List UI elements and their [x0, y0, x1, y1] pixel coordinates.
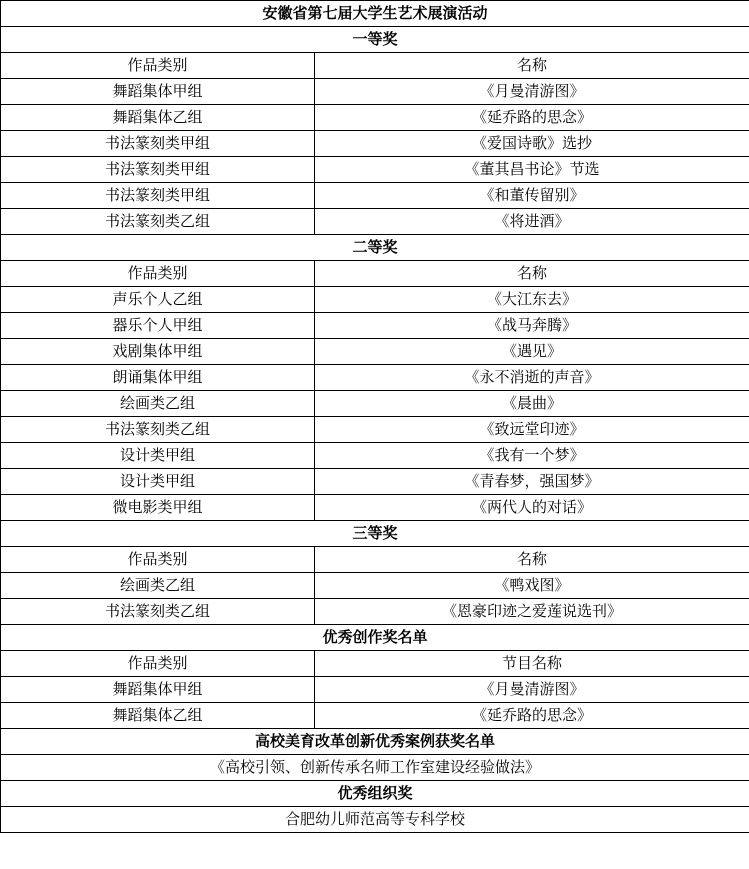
first-prize-heading-row — [1, 27, 749, 53]
column-header-name: 名称 — [315, 53, 749, 79]
table-row — [1, 495, 749, 521]
table-row — [1, 105, 749, 131]
reform-case-value-row — [1, 755, 749, 781]
column-header-name: 名称 — [315, 261, 749, 287]
name-cell: 《董其昌书论》节选 — [315, 157, 749, 183]
category-cell: 舞蹈集体甲组 — [1, 79, 315, 105]
third-prize-header-row — [1, 547, 749, 573]
reform-case-value: 《高校引领、创新传承名师工作室建设经验做法》 — [1, 755, 749, 781]
organization-award-value: 合肥幼儿师范高等专科学校 — [1, 807, 749, 833]
table-row — [1, 469, 749, 495]
category-cell: 舞蹈集体乙组 — [1, 703, 315, 729]
category-cell: 舞蹈集体乙组 — [1, 105, 315, 131]
category-cell: 绘画类乙组 — [1, 573, 315, 599]
name-cell: 《战马奔腾》 — [315, 313, 749, 339]
category-cell: 书法篆刻类乙组 — [1, 599, 315, 625]
creation-award-heading-row — [1, 625, 749, 651]
category-cell: 书法篆刻类乙组 — [1, 417, 315, 443]
category-cell: 朗诵集体甲组 — [1, 365, 315, 391]
category-cell: 书法篆刻类甲组 — [1, 157, 315, 183]
second-prize-header-row — [1, 261, 749, 287]
table-row — [1, 599, 749, 625]
column-header-category: 作品类别 — [1, 651, 315, 677]
table-row — [1, 703, 749, 729]
name-cell: 《和董传留别》 — [315, 183, 749, 209]
table-row — [1, 339, 749, 365]
column-header-category: 作品类别 — [1, 547, 315, 573]
organization-award-heading: 优秀组织奖 — [1, 781, 749, 807]
table-row — [1, 79, 749, 105]
name-cell: 《月曼清游图》 — [315, 79, 749, 105]
third-prize-heading: 三等奖 — [1, 521, 749, 547]
creation-award-heading: 优秀创作奖名单 — [1, 625, 749, 651]
name-cell: 《晨曲》 — [315, 391, 749, 417]
name-cell: 《致远堂印迹》 — [315, 417, 749, 443]
table-row — [1, 157, 749, 183]
name-cell: 《爱国诗歌》选抄 — [315, 131, 749, 157]
category-cell: 器乐个人甲组 — [1, 313, 315, 339]
table-row — [1, 417, 749, 443]
table-row — [1, 183, 749, 209]
category-cell: 戏剧集体甲组 — [1, 339, 315, 365]
name-cell: 《延乔路的思念》 — [315, 105, 749, 131]
category-cell: 声乐个人乙组 — [1, 287, 315, 313]
column-header-program-name: 节目名称 — [315, 651, 749, 677]
table-title: 安徽省第七届大学生艺术展演活动 — [1, 1, 749, 27]
table-row — [1, 365, 749, 391]
awards-table-body — [1, 1, 749, 833]
table-row — [1, 313, 749, 339]
name-cell: 《两代人的对话》 — [315, 495, 749, 521]
second-prize-heading-row — [1, 235, 749, 261]
table-row — [1, 209, 749, 235]
category-cell: 书法篆刻类甲组 — [1, 131, 315, 157]
third-prize-heading-row — [1, 521, 749, 547]
name-cell: 《遇见》 — [315, 339, 749, 365]
category-cell: 舞蹈集体甲组 — [1, 677, 315, 703]
name-cell: 《月曼清游图》 — [315, 677, 749, 703]
table-row — [1, 131, 749, 157]
name-cell: 《永不消逝的声音》 — [315, 365, 749, 391]
column-header-category: 作品类别 — [1, 261, 315, 287]
title-row — [1, 1, 749, 27]
reform-case-heading-row — [1, 729, 749, 755]
category-cell: 书法篆刻类乙组 — [1, 209, 315, 235]
column-header-name: 名称 — [315, 547, 749, 573]
category-cell: 绘画类乙组 — [1, 391, 315, 417]
name-cell: 《将进酒》 — [315, 209, 749, 235]
reform-case-heading: 高校美育改革创新优秀案例获奖名单 — [1, 729, 749, 755]
column-header-category: 作品类别 — [1, 53, 315, 79]
category-cell: 微电影类甲组 — [1, 495, 315, 521]
second-prize-heading: 二等奖 — [1, 235, 749, 261]
name-cell: 《大江东去》 — [315, 287, 749, 313]
category-cell: 设计类甲组 — [1, 469, 315, 495]
name-cell: 《延乔路的思念》 — [315, 703, 749, 729]
name-cell: 《恩豪印迹之爱莲说选刊》 — [315, 599, 749, 625]
category-cell: 设计类甲组 — [1, 443, 315, 469]
name-cell: 《鸭戏图》 — [315, 573, 749, 599]
table-row — [1, 677, 749, 703]
name-cell: 《青春梦，强国梦》 — [315, 469, 749, 495]
first-prize-header-row — [1, 53, 749, 79]
table-row — [1, 287, 749, 313]
table-row — [1, 391, 749, 417]
table-row — [1, 573, 749, 599]
table-row — [1, 443, 749, 469]
organization-award-value-row — [1, 807, 749, 833]
category-cell: 书法篆刻类甲组 — [1, 183, 315, 209]
name-cell: 《我有一个梦》 — [315, 443, 749, 469]
creation-award-header-row — [1, 651, 749, 677]
first-prize-heading: 一等奖 — [1, 27, 749, 53]
organization-award-heading-row — [1, 781, 749, 807]
